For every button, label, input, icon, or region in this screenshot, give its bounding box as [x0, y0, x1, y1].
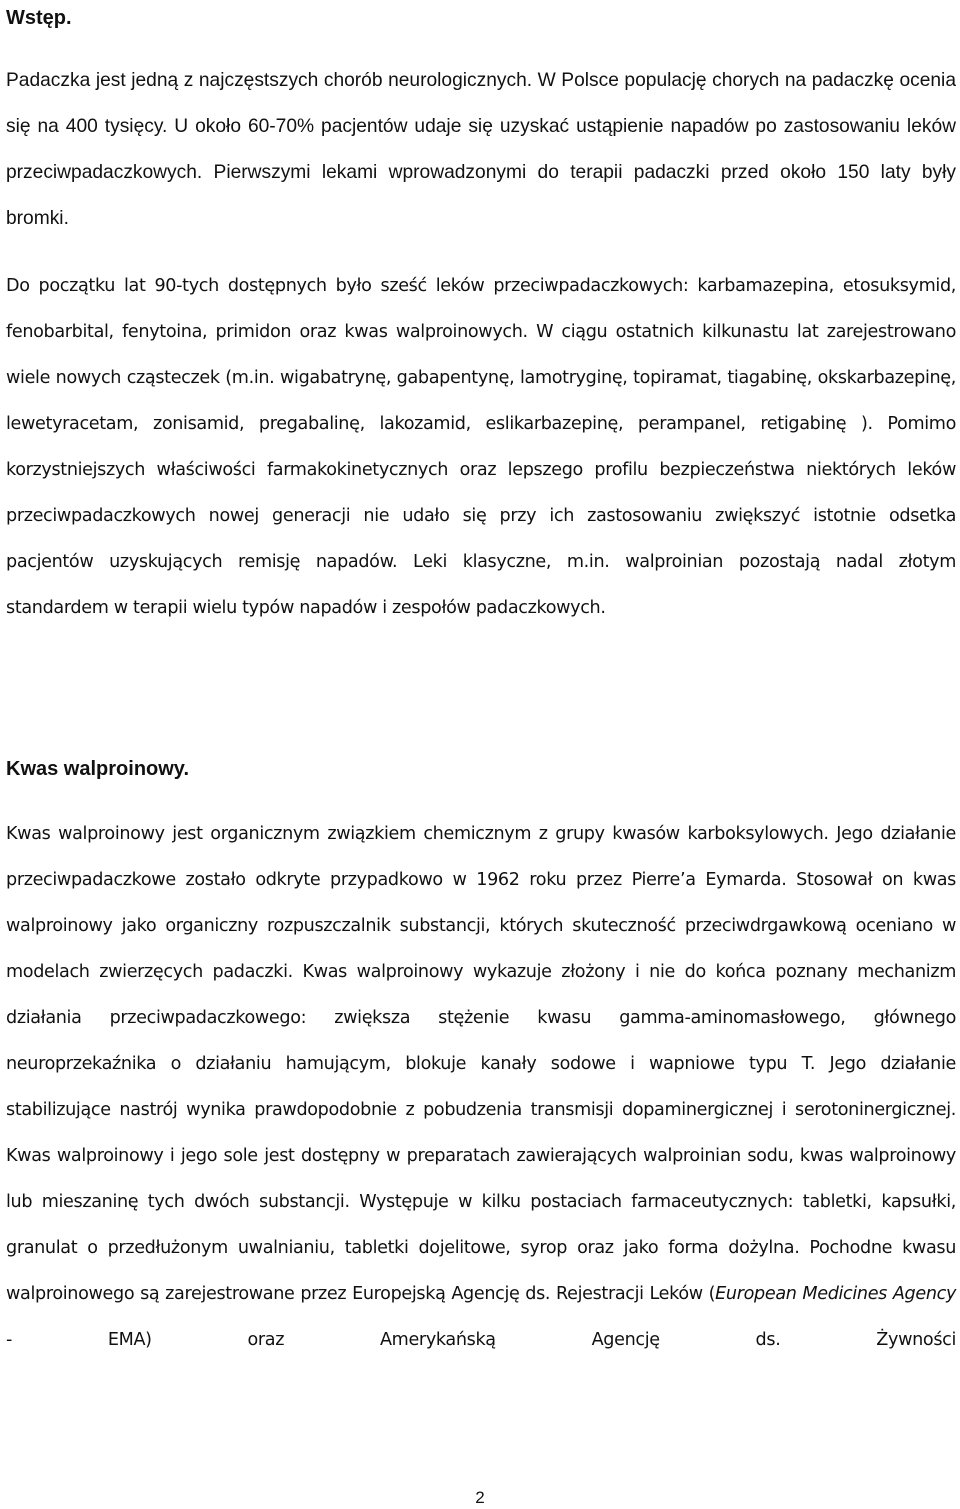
section-heading-kwas-walproinowy: Kwas walproinowy.	[6, 758, 189, 780]
paragraph-text-part1: Kwas walproinowy jest organicznym związkiem chemicznym z grupy kwasów karboksylowych. Jego działanie przeciwpadaczkowe zostało odkryte przypadkowo w 1962 roku przez Pierre’a Eymarda. Stosował on kwas walproinowy jako organiczny rozpuszczalnik substancji, których skuteczność przeciwdrgawkową oceniano w modelach zwierzęcych padaczki. Kwas walproinowy wykazuje złożony i nie do końca poznany mechanizm działania przeciwpadaczkowego: zwiększa stężenie kwasu gamma-aminomasłowego, głównego neuroprzekaźnika o działaniu hamującym, blokuje kanały sodowe i wapniowe typu T. Jego działanie stabilizujące nastrój wynika prawdopodobnie z pobudzenia transmisji dopaminergicznej i serotoninergicznej. Kwas walproinowy i jego sole jest dostępny w preparatach zawierających walproinian sodu, kwas walproinowy lub mieszaninę tych dwóch substancji. Występuje w kilku postaciach farmaceutycznych: tabletki, kapsułki, granulat o przedłużonym uwalnianiu, tabletki dojelitowe, syrop oraz jako forma dożylna. Pochodne kwasu walproinowego są zarejestrowane przez Europejską Agencję ds. Rejestracji Leków (	[6, 824, 956, 1304]
page-number: 2	[475, 1488, 485, 1507]
section-heading-wstep: Wstęp.	[6, 7, 72, 29]
history-paragraph: Do początku lat 90-tych dostępnych było sześć leków przeciwpadaczkowych: karbamazepina, etosuksymid, fenobarbital, fenytoina, primidon oraz kwas walproinowych. W ciągu ostatnich kilkunastu lat zarejestrowano wiele nowych cząsteczek (m.in. wigabatrynę, gabapentynę, lamotryginę, topiramat, tiagabinę, okskarbazepinę, lewetyracetam, zonisamid, pregabalinę, lakozamid, eslikarbazepinę, perampanel, retigabinę ). Pomimo korzystniejszych właściwości farmakokinetycznych oraz lepszego profilu bezpieczeństwa niektórych leków przeciwpadaczkowych nowej generacji nie udało się przy ich zastosowaniu zwiększyć istotnie odsetka pacjentów uzyskujących remisję napadów. Leki klasyczne, m.in. walproinian pozostają nadal złotym standardem w terapii wielu typów napadów i zespołów padaczkowych.	[6, 276, 956, 618]
valproic-acid-paragraph	[6, 811, 956, 1363]
intro-paragraph: Padaczka jest jedną z najczęstszych chorób neurologicznych. W Polsce populację chorych na padaczkę ocenia się na 400 tysięcy. U około 60-70% pacjentów udaje się uzyskać ustąpienie napadów po zastosowaniu leków przeciwpadaczkowych. Pierwszymi lekami wprowadzonymi do terapii padaczki przed około 150 laty były bromki.	[6, 70, 956, 229]
ema-italic-name: European Medicines Agency	[715, 1284, 957, 1304]
paragraph-text-part2: - EMA) oraz Amerykańską Agencję ds. Żywności	[6, 1330, 956, 1350]
